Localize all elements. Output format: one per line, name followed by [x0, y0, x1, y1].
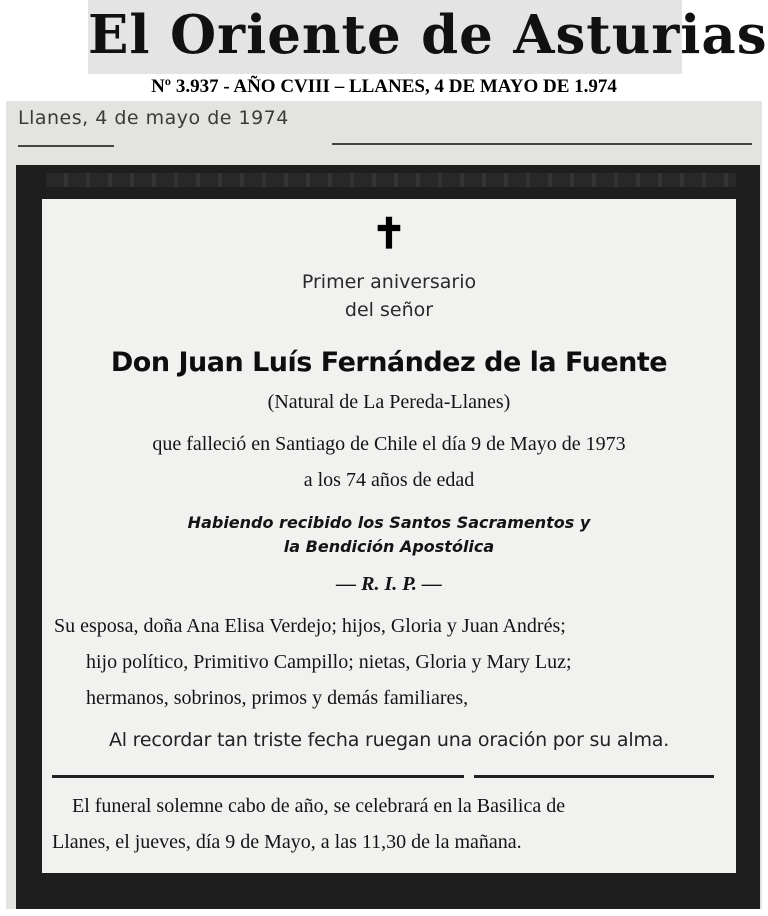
anniversary-line-2: del señor [344, 299, 434, 321]
divider-rule-left [52, 775, 464, 778]
newspaper-title: El Oriente de Asturias [88, 4, 768, 66]
obituary-notice [42, 199, 736, 873]
origin-line: (Natural de La Pereda-Llanes) [267, 391, 511, 413]
issue-line: Nº 3.937 - AÑO CVIII – LLANES, 4 DE MAYO DE 1.974 [151, 76, 617, 97]
mourning-frame [16, 165, 760, 909]
frame-top-strip [46, 173, 736, 187]
family-line-1: Su esposa, doña Ana Elisa Verdejo; hijos, Gloria y Juan Andrés; [54, 615, 566, 637]
dateline-rule-right [332, 143, 752, 145]
deceased-name: Don Juan Luís Fernández de la Fuente [110, 347, 668, 378]
prayer-line: Al recordar tan triste fecha ruegan una oración por su alma. [108, 729, 670, 751]
masthead-banner [88, 0, 768, 74]
dateline: Llanes, 4 de mayo de 1974 [18, 107, 289, 129]
dateline-rule-left [18, 145, 114, 147]
divider-rule-right [474, 775, 714, 778]
cross-icon: ✝ [371, 209, 407, 258]
sacraments-line-2: la Bendición Apostólica [283, 537, 495, 556]
sacraments-line-1: Habiendo recibido los Santos Sacramentos y [187, 513, 591, 532]
funeral-line-1: El funeral solemne cabo de año, se celebrará en la Basilica de [72, 795, 566, 817]
funeral-line-2: Llanes, el jueves, día 9 de Mayo, a las 11,30 de la mañana. [52, 831, 522, 853]
family-line-3: hermanos, sobrinos, primos y demás familiares, [86, 687, 469, 709]
rip-line: — R. I. P. — [336, 573, 442, 595]
newspaper-clipping [6, 101, 762, 909]
family-line-2: hijo político, Primitivo Campillo; nietas, Gloria y Mary Luz; [86, 651, 572, 673]
death-line-1: que falleció en Santiago de Chile el día 9 de Mayo de 1973 [152, 433, 626, 455]
anniversary-line-1: Primer aniversario [301, 271, 477, 293]
death-line-2: a los 74 años de edad [303, 469, 475, 491]
